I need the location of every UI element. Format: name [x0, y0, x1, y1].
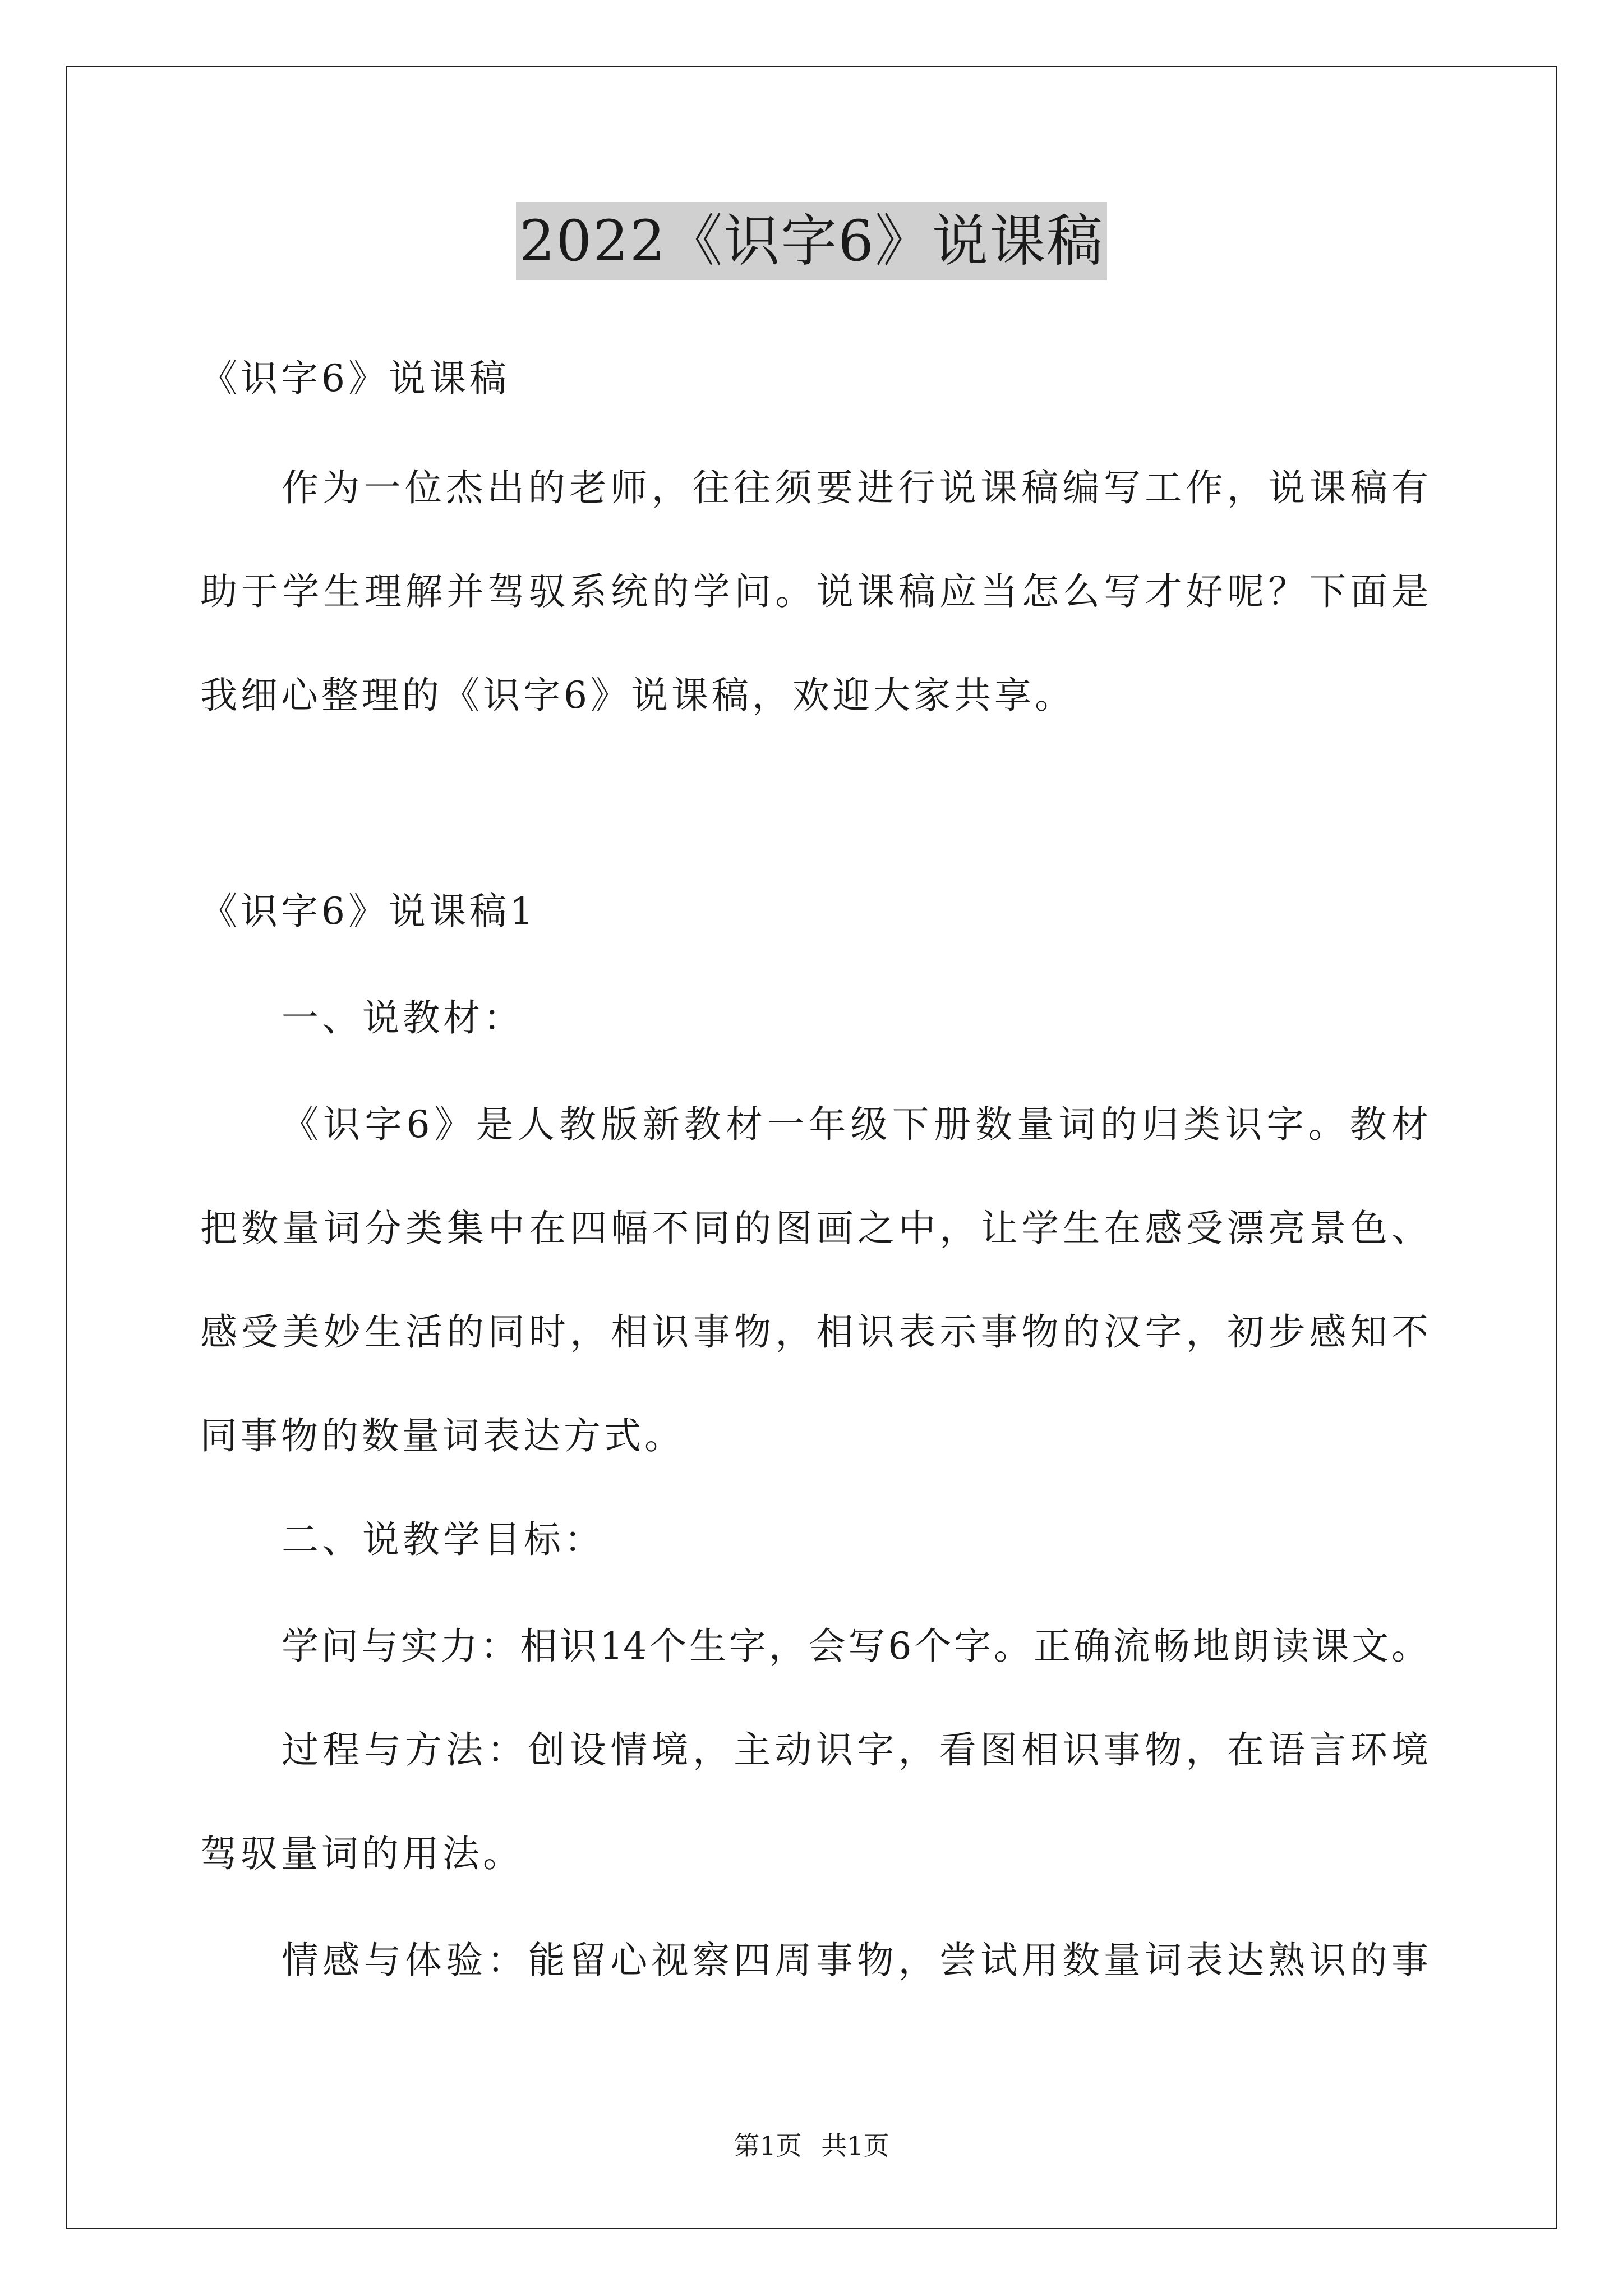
goal-knowledge: 学问与实力：相识14个生字，会写6个字。正确流畅地朗读课文。	[282, 1625, 1428, 1668]
textbook-line-3: 感受美妙生活的同时，相识事物，相识表示事物的汉字，初步感知不	[200, 1310, 1428, 1354]
page-footer	[0, 2129, 1623, 2162]
goal-emotion: 情感与体验：能留心视察四周事物，尝试用数量词表达熟识的事	[282, 1939, 1428, 1982]
section-title: 《识字6》说课稿1	[200, 890, 537, 933]
intro-line-3: 我细心整理的《识字6》说课稿，欢迎大家共享。	[200, 674, 1075, 717]
heading-goals: 二、说教学目标：	[282, 1518, 605, 1561]
document-subtitle: 《识字6》说课稿	[200, 357, 510, 400]
intro-line-1: 作为一位杰出的老师，往往须要进行说课稿编写工作，说课稿有	[282, 466, 1428, 509]
page-total: 共1页	[821, 2131, 889, 2161]
page-number: 第1页	[734, 2131, 802, 2161]
heading-textbook: 一、说教材：	[282, 996, 524, 1039]
goal-process-line-2: 驾驭量词的用法。	[200, 1832, 523, 1875]
intro-line-2: 助于学生理解并驾驭系统的学问。说课稿应当怎么写才好呢？下面是	[200, 570, 1428, 613]
textbook-line-1: 《识字6》是人教版新教材一年级下册数量词的归类识字。教材	[282, 1103, 1428, 1146]
title-container	[0, 202, 1623, 280]
goal-process-line-1: 过程与方法：创设情境，主动识字，看图相识事物，在语言环境	[282, 1728, 1428, 1772]
textbook-line-2: 把数量词分类集中在四幅不同的图画之中，让学生在感受漂亮景色、	[200, 1207, 1428, 1250]
document-title: 2022《识字6》说课稿	[516, 202, 1107, 280]
textbook-line-4: 同事物的数量词表达方式。	[200, 1414, 685, 1457]
